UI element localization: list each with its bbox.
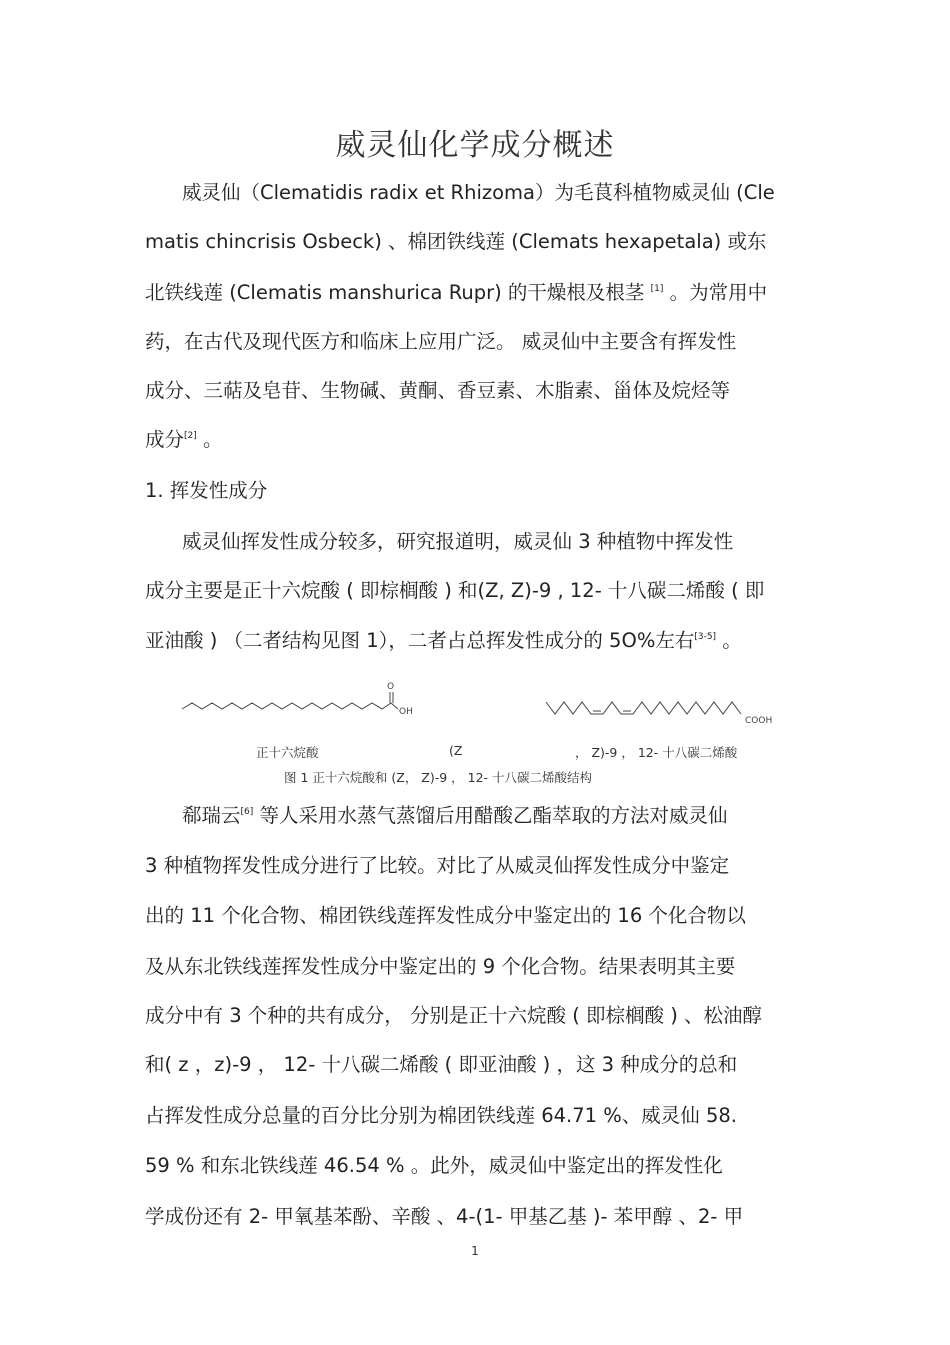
page-number: 1 (471, 1244, 479, 1258)
text-run: 成分 (145, 428, 185, 451)
text-line: 3 种植物挥发性成分进行了比较。对比了从威灵仙挥发性成分中鉴定 (145, 854, 730, 877)
figure-label-right: ， Z)-9 ， 12- 十八碳二烯酸 (575, 745, 738, 760)
text-line: 学成份还有 2- 甲氧基苯酚、辛酸 、4-(1- 甲基乙基 )- 苯甲醇 、2- 甲 (145, 1205, 744, 1228)
section-heading: 1. 挥发性成分 (145, 479, 268, 502)
figure-1 (0, 672, 950, 792)
text-line (145, 280, 767, 306)
text-line: 及从东北铁线莲挥发性成分中鉴定出的 9 个化合物。结果表明其主要 (145, 955, 736, 978)
text-line: 药，在古代及现代医方和临床上应用广泛。 威灵仙中主要含有挥发性 (145, 330, 737, 353)
text-line: 和( z ，z)-9 ， 12- 十八碳二烯酸 ( 即亚油酸 ) ，这 3 种成分的总和 (145, 1053, 738, 1076)
citation: [3-5] (694, 632, 717, 642)
text-run: 。为常用中 (663, 281, 768, 304)
hydroxyl-bond (391, 703, 398, 709)
carboxyl-label: COOH (745, 716, 773, 726)
figure-label-left: 正十六烷酸 (256, 745, 319, 760)
text-run: 郗瑞云 (182, 804, 241, 827)
citation: [2] (184, 431, 197, 441)
linoleic-acid-chain (546, 702, 741, 714)
palmitic-acid-chain (182, 703, 391, 709)
text-line (145, 628, 742, 654)
page-title: 威灵仙化学成分概述 (335, 128, 615, 163)
text-run: 。 (196, 428, 223, 451)
text-line: 威灵仙挥发性成分较多，研究报道明，威灵仙 3 种植物中挥发性 (182, 530, 734, 553)
text-line: 成分主要是正十六烷酸 ( 即棕榈酸 ) 和(Z, Z)-9 , 12- 十八碳二烯酸 ( 即 (145, 579, 765, 602)
text-run: 等人采用水蒸气蒸馏后用醋酸乙酯萃取的方法对威灵仙 (253, 804, 728, 827)
text-line: 占挥发性成分总量的百分比分别为棉团铁线莲 64.71 %、威灵仙 58. (145, 1104, 737, 1127)
figure-caption: 图 1 正十六烷酸和 (Z， Z)-9 ， 12- 十八碳二烯酸结构 (284, 770, 593, 785)
citation: [1] (650, 284, 664, 294)
text-line (145, 427, 222, 453)
text-run: 。 (716, 629, 742, 652)
text-run: 亚油酸 ) （二者结构见图 1），二者占总挥发性成分的 5O%左右 (145, 629, 695, 652)
text-line: 成分、三萜及皂苷、生物碱、黄酮、香豆素、木脂素、甾体及烷烃等 (145, 379, 731, 402)
hydroxyl-label: OH (399, 707, 413, 717)
oxygen-label: O (387, 682, 395, 692)
text-line: 出的 11 个化合物、棉团铁线莲挥发性成分中鉴定出的 16 个化合物以 (145, 904, 746, 927)
text-line: 威灵仙（Clematidis radix et Rhizoma）为毛茛科植物威灵仙 (Cle (182, 181, 775, 204)
citation: [6] (240, 807, 254, 817)
text-line: matis chincrisis Osbeck) 、棉团铁线莲 (Clemats hexapetala) 或东 (145, 230, 767, 253)
figure-label-right: (Z (449, 743, 463, 758)
text-run: 北铁线莲 (Clematis manshurica Rupr) 的干燥根及根茎 (145, 281, 651, 304)
text-line (182, 803, 727, 829)
text-line: 59 % 和东北铁线莲 46.54 % 。此外，威灵仙中鉴定出的挥发性化 (145, 1154, 723, 1177)
text-line: 成分中有 3 个种的共有成分， 分别是正十六烷酸 ( 即棕榈酸 ) 、松油醇 (145, 1004, 763, 1027)
